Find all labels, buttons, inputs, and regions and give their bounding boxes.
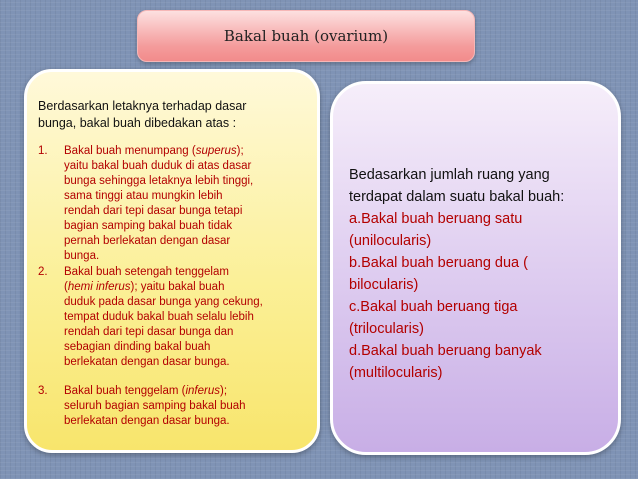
- right-panel: [330, 81, 621, 455]
- right-heading-line-2: terdapat dalam suatu bakal buah:: [349, 189, 565, 205]
- list-item-number: 2.: [38, 266, 48, 278]
- list-item-number: 3.: [38, 385, 48, 397]
- right-heading: [349, 164, 611, 208]
- list-item-term-line: (hemi inferus); yaitu bakal buah: [64, 281, 225, 293]
- list-line: Bakal buah setengah tenggelam: [64, 266, 229, 278]
- list-line: rendah dari tepi dasar bunga dan: [64, 326, 234, 338]
- classification-line: (unilocularis): [349, 233, 432, 249]
- classification-line: bilocularis): [349, 277, 419, 293]
- left-heading-line-1: Berdasarkan letaknya terhadap dasar: [38, 99, 247, 113]
- classification-line: (trilocularis): [349, 321, 424, 337]
- left-heading: [38, 98, 306, 132]
- classification-line: d.Bakal buah beruang banyak: [349, 343, 542, 359]
- list-item-first-line: Bakal buah menumpang (superus);: [64, 145, 244, 157]
- list-line: yaitu bakal buah duduk di atas dasar: [64, 160, 252, 172]
- left-heading-line-2: bunga, bakal buah dibedakan atas :: [38, 116, 237, 130]
- list-line: bagian samping bakal buah tidak: [64, 220, 233, 232]
- list-line: bunga.: [64, 250, 100, 262]
- list-line: tempat duduk bakal buah selalu lebih: [64, 311, 254, 323]
- list-line: duduk pada dasar bunga yang cekung,: [64, 296, 263, 308]
- list-line: berlekatan dengan dasar bunga.: [64, 415, 230, 427]
- classification-line: a.Bakal buah beruang satu: [349, 211, 523, 227]
- list-line: berlekatan dengan dasar bunga.: [64, 356, 230, 368]
- title-box: [137, 10, 475, 62]
- list-item-number: 1.: [38, 145, 48, 157]
- classification-line: c.Bakal buah beruang tiga: [349, 299, 518, 315]
- list-line: rendah dari tepi dasar bunga tetapi: [64, 205, 243, 217]
- right-heading-line-1: Bedasarkan jumlah ruang yang: [349, 167, 550, 183]
- list-line: sama tinggi atau mungkin lebih: [64, 190, 223, 202]
- list-line: sebagian dinding bakal buah: [64, 341, 211, 353]
- list-line: bunga sehingga letaknya lebih tinggi,: [64, 175, 254, 187]
- term-inferus: inferus: [185, 385, 220, 397]
- list-item-first-line: Bakal buah tenggelam (inferus);: [64, 385, 228, 397]
- left-panel: [24, 69, 320, 453]
- term-hemi-inferus: hemi inferus: [67, 281, 131, 293]
- classification-line: b.Bakal buah beruang dua (: [349, 255, 528, 271]
- slide-title: Bakal buah (ovarium): [223, 27, 389, 45]
- classification-line: (multilocularis): [349, 365, 443, 381]
- term-superus: superus: [195, 145, 237, 157]
- list-line: seluruh bagian samping bakal buah: [64, 400, 246, 412]
- list-line: pernah berlekatan dengan dasar: [64, 235, 231, 247]
